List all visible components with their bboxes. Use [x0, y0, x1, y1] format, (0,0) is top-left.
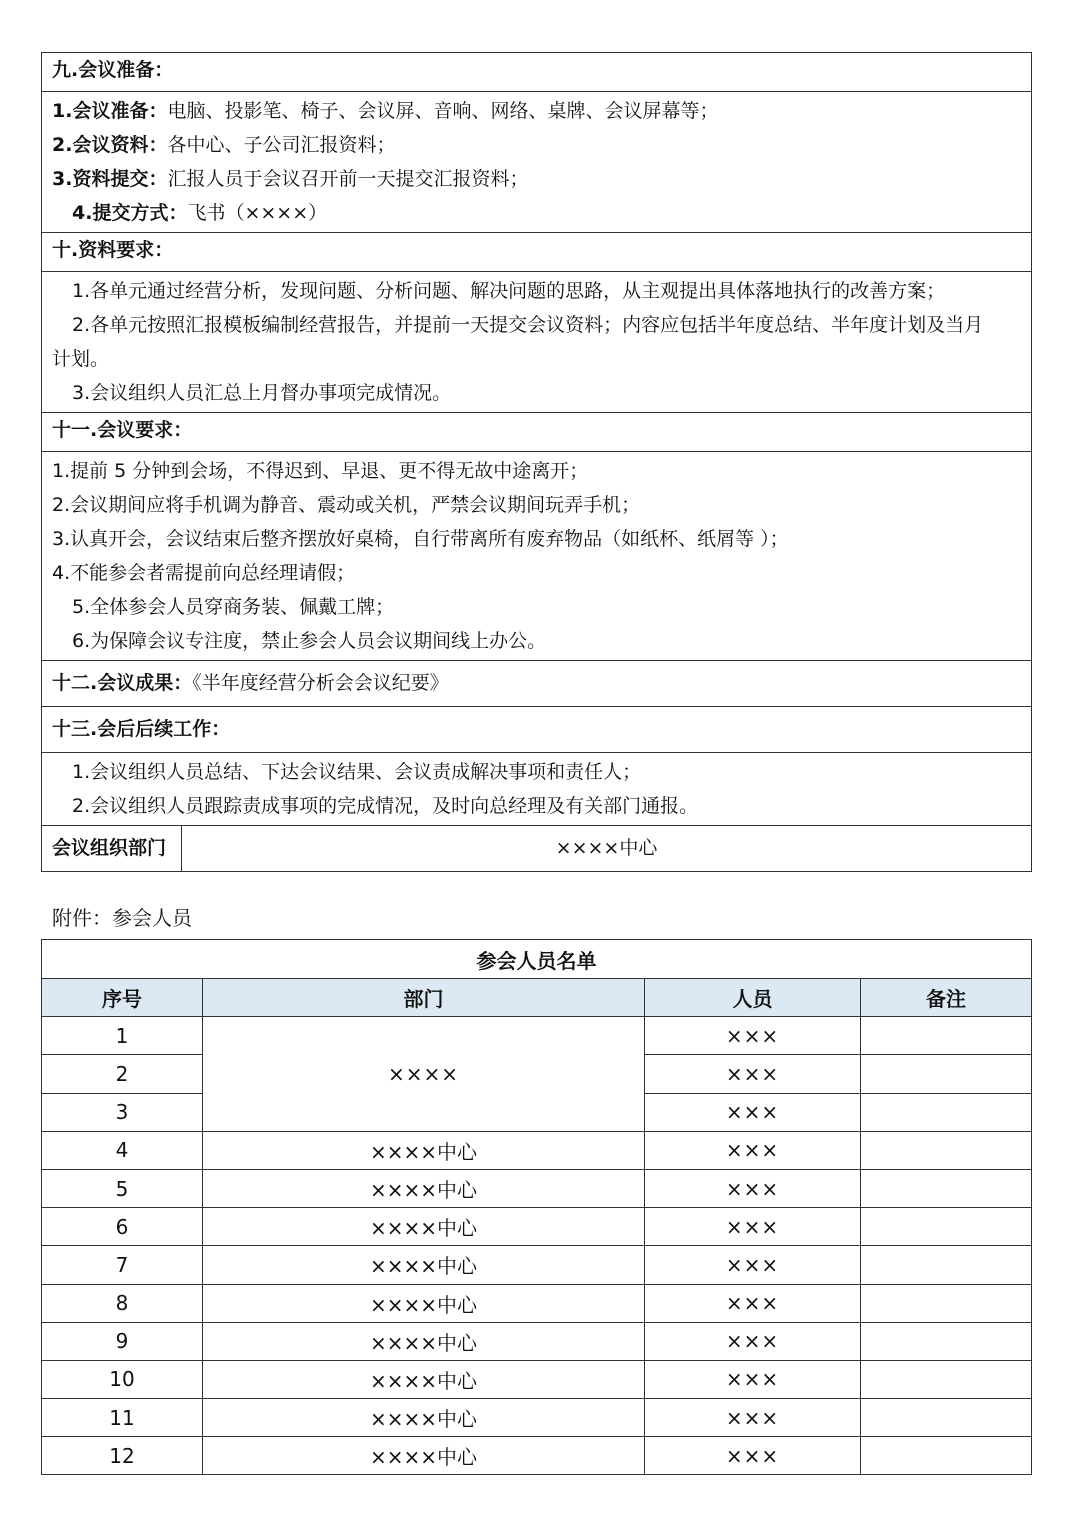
row-person: ××× [645, 1055, 861, 1093]
column-header-department: 部门 [203, 979, 645, 1017]
row-number: 2 [42, 1055, 203, 1093]
row-note [861, 1017, 1032, 1055]
table-row [42, 1360, 1032, 1398]
column-header-note: 备注 [861, 979, 1032, 1017]
section-10-item: 1.各单元通过经营分析，发现问题、分析问题、解决问题的思路，从主观提出具体落地执行的改善方案； [72, 280, 946, 302]
section-11-item: 2.会议期间应将手机调为静音、震动或关机，严禁会议期间玩弄手机； [52, 494, 641, 516]
row-person: ××× [645, 1169, 861, 1207]
row-number: 4 [42, 1131, 203, 1169]
row-note [861, 1399, 1032, 1437]
section-11-item: 4.不能参会者需提前向总经理请假； [52, 562, 356, 584]
merged-department-cell: ×××× [203, 1017, 645, 1132]
row-number: 3 [42, 1093, 203, 1131]
row-person: ××× [645, 1131, 861, 1169]
section-11-item: 1.提前 5 分钟到会场，不得迟到、早退、更不得无故中途离开； [52, 460, 589, 482]
row-department: ××××中心 [203, 1284, 645, 1322]
attendee-table [41, 939, 1032, 1475]
item-label: 2.会议资料： [52, 134, 168, 156]
section-11-item: 5.全体参会人员穿商务装、佩戴工牌； [72, 596, 395, 618]
table-row [42, 1284, 1032, 1322]
section-13-heading-row [42, 707, 1032, 753]
item-text: 各中心、子公司汇报资料； [167, 134, 396, 156]
row-person: ××× [645, 1208, 861, 1246]
table-row [42, 1246, 1032, 1284]
item-label: 4.提交方式： [72, 202, 188, 224]
row-department: ××××中心 [203, 1131, 645, 1169]
row-department: ××××中心 [203, 1360, 645, 1398]
row-note [861, 1437, 1032, 1475]
row-note [861, 1360, 1032, 1398]
row-person: ××× [645, 1322, 861, 1360]
row-department: ××××中心 [203, 1208, 645, 1246]
row-department: ××××中心 [203, 1399, 645, 1437]
row-person: ××× [645, 1284, 861, 1322]
column-header-person: 人员 [645, 979, 861, 1017]
table-row [42, 1131, 1032, 1169]
row-note [861, 1284, 1032, 1322]
attendee-table-title-row [42, 940, 1032, 979]
organizer-row [42, 826, 1032, 872]
row-department: ××××中心 [203, 1246, 645, 1284]
item-text: 电脑、投影笔、椅子、会议屏、音响、网络、桌牌、会议屏幕等； [167, 100, 719, 122]
row-number: 11 [42, 1399, 203, 1437]
section-13-body [42, 753, 1032, 826]
row-person: ××× [645, 1360, 861, 1398]
table-row [42, 1017, 1032, 1055]
table-row [42, 1169, 1032, 1207]
row-department: ××××中心 [203, 1322, 645, 1360]
row-note [861, 1055, 1032, 1093]
section-9-item [52, 162, 1021, 196]
section-13-body-row [42, 753, 1032, 826]
attendee-table-header-row [42, 979, 1032, 1017]
row-number: 9 [42, 1322, 203, 1360]
section-11-item: 3.认真开会，会议结束后整齐摆放好桌椅，自行带离所有废弃物品（如纸杯、纸屑等 ）； [52, 528, 789, 550]
section-11-body-row [42, 452, 1032, 661]
section-9-body-row [42, 92, 1032, 233]
row-person: ××× [645, 1093, 861, 1131]
meeting-form-table [41, 52, 1032, 872]
section-10-body [42, 272, 1032, 413]
section-13-item: 1.会议组织人员总结、下达会议结果、会议责成解决事项和责任人； [72, 761, 642, 783]
section-10-item: 3.会议组织人员汇总上月督办事项完成情况。 [72, 382, 452, 404]
organizer-label: 会议组织部门 [42, 826, 182, 872]
row-department: ××××中心 [203, 1437, 645, 1475]
row-person: ××× [645, 1437, 861, 1475]
section-12-row [42, 661, 1032, 707]
section-10-heading: 十.资料要求： [42, 233, 1032, 272]
row-department: ××××中心 [203, 1169, 645, 1207]
row-number: 10 [42, 1360, 203, 1398]
row-number: 5 [42, 1169, 203, 1207]
item-text: 汇报人员于会议召开前一天提交汇报资料； [167, 168, 529, 190]
row-person: ××× [645, 1017, 861, 1055]
section-9-heading-row [42, 53, 1032, 92]
item-label: 1.会议准备： [52, 100, 168, 122]
section-13-heading: 十三.会后后续工作： [42, 707, 1032, 753]
attendee-table-title: 参会人员名单 [42, 940, 1032, 979]
table-row [42, 1437, 1032, 1475]
column-header-number: 序号 [42, 979, 203, 1017]
row-person: ××× [645, 1399, 861, 1437]
row-note [861, 1093, 1032, 1131]
row-person: ××× [645, 1246, 861, 1284]
table-row [42, 1399, 1032, 1437]
section-9-item [52, 128, 1021, 162]
section-10-body-row [42, 272, 1032, 413]
section-10-heading-row [42, 233, 1032, 272]
section-9-item [52, 196, 1021, 230]
row-number: 6 [42, 1208, 203, 1246]
section-12-label: 十二.会议成果： [52, 672, 193, 694]
row-note [861, 1208, 1032, 1246]
section-11-heading-row [42, 413, 1032, 452]
row-note [861, 1246, 1032, 1284]
section-12-text: 《半年度经营分析会会议纪要》 [192, 672, 449, 694]
organizer-value: ××××中心 [182, 826, 1032, 872]
section-11-item: 6.为保障会议专注度，禁止参会人员会议期间线上办公。 [72, 630, 547, 652]
section-11-heading: 十一.会议要求： [42, 413, 1032, 452]
row-number: 7 [42, 1246, 203, 1284]
section-12-cell [42, 661, 1032, 707]
item-label: 3.资料提交： [52, 168, 168, 190]
row-number: 12 [42, 1437, 203, 1475]
section-13-item: 2.会议组织人员跟踪责成事项的完成情况，及时向总经理及有关部门通报。 [72, 795, 699, 817]
table-row [42, 1322, 1032, 1360]
table-row [42, 1208, 1032, 1246]
row-number: 8 [42, 1284, 203, 1322]
section-9-item [52, 94, 1021, 128]
section-10-item-continuation: 计划。 [52, 348, 110, 370]
row-number: 1 [42, 1017, 203, 1055]
row-note [861, 1169, 1032, 1207]
section-9-body [42, 92, 1032, 233]
section-11-body [42, 452, 1032, 661]
row-note [861, 1131, 1032, 1169]
section-10-item: 2.各单元按照汇报模板编制经营报告，并提前一天提交会议资料；内容应包括半年度总结、半年度计划及当月 [72, 314, 984, 336]
row-note [861, 1322, 1032, 1360]
section-9-heading: 九.会议准备： [42, 53, 1032, 92]
item-text: 飞书（××××） [187, 202, 328, 224]
attachment-label: 附件：参会人员 [52, 906, 192, 930]
